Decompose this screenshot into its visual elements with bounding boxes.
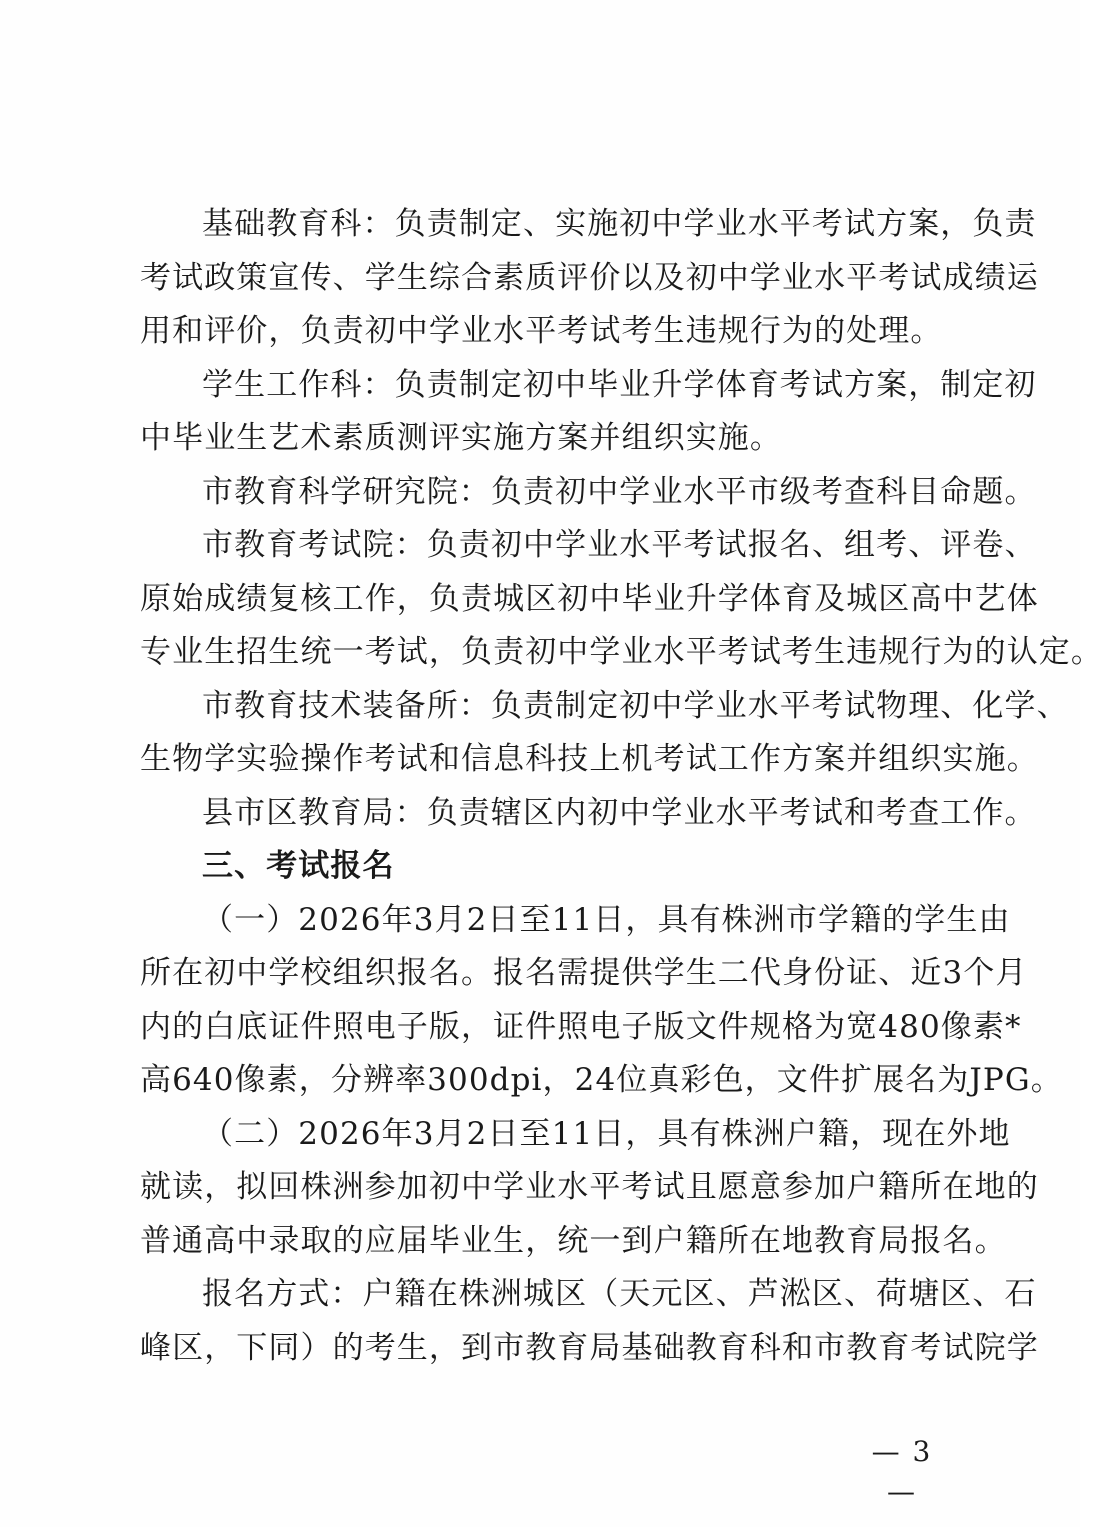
text-line: 考试政策宣传、学生综合素质评价以及初中学业水平考试成绩运 xyxy=(140,259,1039,296)
text-line: 专业生招生统一考试，负责初中学业水平考试考生违规行为的认定。 xyxy=(140,634,1103,670)
text-line: （一）2026年3月2日至11日，具有株洲市学籍的学生由 xyxy=(202,901,1011,938)
text-line: 用和评价，负责初中学业水平考试考生违规行为的处理。 xyxy=(140,313,943,349)
page-number: — 3 — xyxy=(871,1435,933,1508)
text-line: 市教育技术装备所：负责制定初中学业水平考试物理、化学、 xyxy=(202,687,1069,724)
text-line: 生物学实验操作考试和信息科技上机考试工作方案并组织实施。 xyxy=(140,741,1039,777)
text-line: 中毕业生艺术素质测评实施方案并组织实施。 xyxy=(140,420,782,456)
text-line: 普通高中录取的应届毕业生，统一到户籍所在地教育局报名。 xyxy=(140,1222,1007,1259)
text-line: 原始成绩复核工作，负责城区初中毕业升学体育及城区高中艺体 xyxy=(140,580,1039,617)
text-line: 高640像素，分辨率300dpi，24位真彩色，文件扩展名为JPG。 xyxy=(140,1062,1063,1098)
text-line: 市教育考试院：负责初中学业水平考试报名、组考、评卷、 xyxy=(202,527,1037,563)
text-line: 报名方式：户籍在株洲城区（天元区、芦淞区、荷塘区、石 xyxy=(202,1276,1037,1312)
text-line: 所在初中学校组织报名。报名需提供学生二代身份证、近3个月 xyxy=(140,955,1028,991)
document-body xyxy=(140,198,1103,1375)
text-line: 县市区教育局：负责辖区内初中学业水平考试和考查工作。 xyxy=(202,794,1037,831)
text-line: （二）2026年3月2日至11日，具有株洲户籍，现在外地 xyxy=(202,1115,1011,1152)
section-heading: 三、考试报名 xyxy=(202,848,395,884)
text-line: 基础教育科：负责制定、实施初中学业水平考试方案，负责 xyxy=(202,206,1037,242)
text-line: 市教育科学研究院：负责初中学业水平市级考查科目命题。 xyxy=(202,473,1037,510)
text-line: 内的白底证件照电子版，证件照电子版文件规格为宽480像素* xyxy=(140,1008,1022,1045)
text-line: 就读，拟回株洲参加初中学业水平考试且愿意参加户籍所在地的 xyxy=(140,1169,1039,1205)
text-line: 学生工作科：负责制定初中毕业升学体育考试方案，制定初 xyxy=(202,366,1037,403)
text-line: 峰区，下同）的考生，到市教育局基础教育科和市教育考试院学 xyxy=(140,1329,1039,1366)
